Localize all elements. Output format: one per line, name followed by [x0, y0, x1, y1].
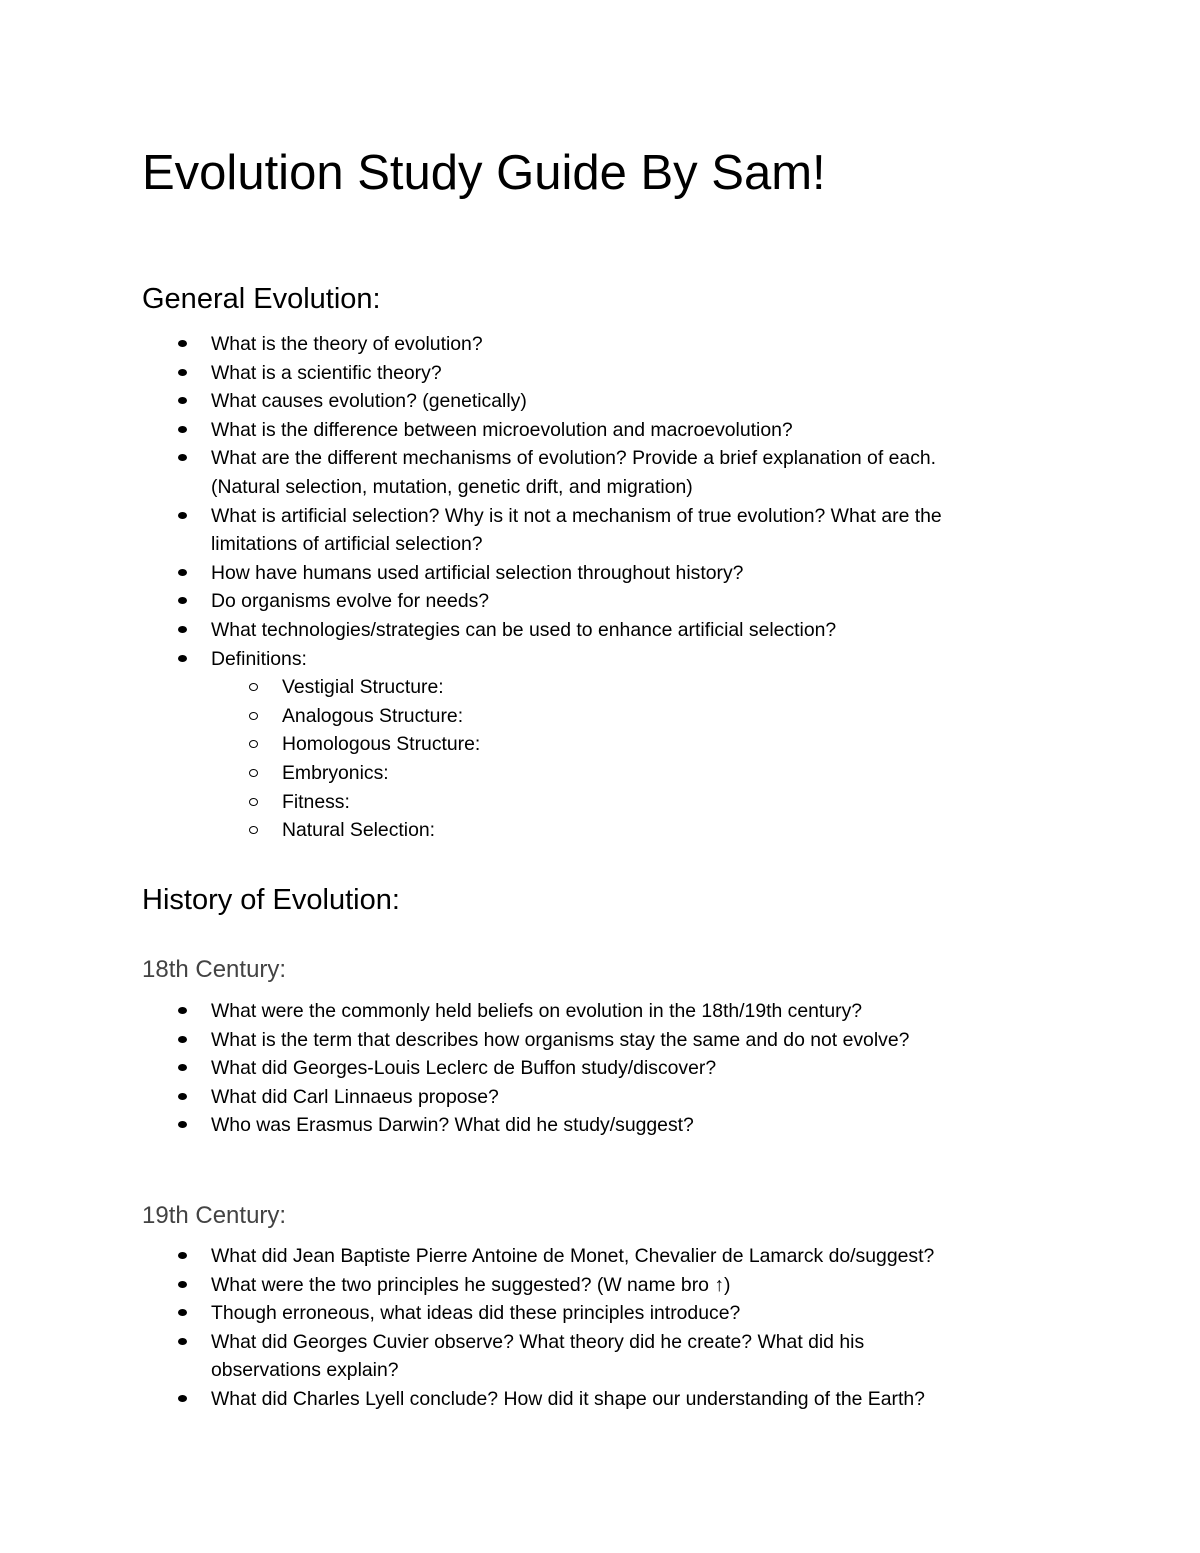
- bullet-icon: [178, 369, 187, 376]
- list-item-continuation: [0, 530, 1200, 559]
- definition-text: Analogous Structure:: [282, 704, 464, 727]
- list-item: [0, 387, 1200, 416]
- definition-text: Homologous Structure:: [282, 733, 481, 756]
- bullet-icon: [178, 512, 187, 519]
- general-evolution-list: [0, 330, 1200, 845]
- list-item-text: Definitions:: [211, 647, 307, 670]
- list-item-text: What were the commonly held beliefs on evolution in the 18th/19th century?: [211, 1000, 863, 1022]
- bullet-icon: [178, 454, 187, 461]
- bullet-icon: [178, 1093, 187, 1100]
- bullet-icon: [178, 1007, 187, 1014]
- bullet-icon: [178, 1338, 187, 1345]
- 18th-century-list: [0, 997, 1200, 1140]
- list-item: [0, 416, 1200, 445]
- circle-bullet-icon: [249, 712, 258, 720]
- list-item-text: What did Jean Baptiste Pierre Antoine de Monet, Chevalier de Lamarck do/suggest?: [211, 1245, 935, 1267]
- bullet-icon: [178, 1309, 187, 1316]
- list-item: [0, 616, 1200, 645]
- list-item: [0, 444, 1200, 473]
- list-item: [0, 359, 1200, 388]
- list-item: [0, 559, 1200, 588]
- list-item-text: What is the difference between microevolution and macroevolution?: [211, 418, 793, 441]
- bullet-icon: [178, 1252, 187, 1259]
- list-item: [0, 330, 1200, 359]
- list-item: [0, 1083, 1200, 1112]
- bullet-icon: [178, 655, 187, 662]
- list-item-text: Who was Erasmus Darwin? What did he study/suggest?: [211, 1114, 694, 1137]
- bullet-icon: [178, 1064, 187, 1071]
- list-item-text: What is the term that describes how organisms stay the same and do not evolve?: [211, 1028, 910, 1051]
- list-item-text: What are the different mechanisms of evolution? Provide a brief explanation of each.: [211, 447, 937, 470]
- list-item-text: Do organisms evolve for needs?: [211, 590, 490, 613]
- circle-bullet-icon: [249, 798, 258, 806]
- list-item: [0, 587, 1200, 616]
- list-item-text: What did Carl Linnaeus propose?: [211, 1085, 499, 1108]
- 19th-century-list: [0, 1242, 1200, 1414]
- bullet-icon: [178, 426, 187, 433]
- list-item: [0, 1242, 1200, 1271]
- list-item: [0, 502, 1200, 531]
- definition-text: Natural Selection:: [282, 819, 436, 842]
- list-item: [0, 645, 1200, 674]
- list-item-continuation: [0, 473, 1200, 502]
- bullet-icon: [178, 340, 187, 347]
- list-item: [0, 1328, 1200, 1357]
- bullet-icon: [178, 1281, 187, 1288]
- circle-bullet-icon: [249, 740, 258, 748]
- definition-item: [0, 816, 1200, 845]
- definition-item: [0, 788, 1200, 817]
- list-item: [0, 1054, 1200, 1083]
- list-item-text: What did Georges-Louis Leclerc de Buffon study/discover?: [211, 1057, 717, 1080]
- definition-item: [0, 702, 1200, 731]
- list-item: [0, 997, 1200, 1026]
- list-item-text: Though erroneous, what ideas did these principles introduce?: [211, 1302, 741, 1325]
- list-item-text: What technologies/strategies can be used to enhance artificial selection?: [211, 618, 837, 641]
- list-item: [0, 1299, 1200, 1328]
- definition-item: [0, 673, 1200, 702]
- bullet-icon: [178, 626, 187, 633]
- list-item-text: limitations of artificial selection?: [211, 533, 483, 556]
- bullet-icon: [178, 597, 187, 604]
- bullet-icon: [178, 1121, 187, 1128]
- circle-bullet-icon: [249, 683, 258, 691]
- bullet-icon: [178, 1395, 187, 1402]
- definition-text: Vestigial Structure:: [282, 676, 444, 699]
- circle-bullet-icon: [249, 826, 258, 834]
- document-title: Evolution Study Guide By Sam!: [142, 146, 826, 200]
- list-item: [0, 1271, 1200, 1300]
- definition-item: [0, 759, 1200, 788]
- list-item: [0, 1385, 1200, 1414]
- list-item-text: What were the two principles he suggested? (W name bro ↑): [211, 1273, 731, 1296]
- list-item-text: What is artificial selection? Why is it not a mechanism of true evolution? What are the: [211, 504, 942, 527]
- definition-text: Embryonics:: [282, 761, 389, 784]
- bullet-icon: [178, 569, 187, 576]
- list-item-text: What is a scientific theory?: [211, 361, 442, 384]
- list-item-text: What did Charles Lyell conclude? How did it shape our understanding of the Earth?: [211, 1387, 925, 1410]
- definition-text: Fitness:: [282, 790, 350, 813]
- bullet-icon: [178, 1036, 187, 1043]
- definition-item: [0, 730, 1200, 759]
- circle-bullet-icon: [249, 769, 258, 777]
- heading-19th-century: 19th Century:: [142, 1202, 287, 1229]
- list-item-text: observations explain?: [211, 1359, 399, 1382]
- heading-18th-century: 18th Century:: [142, 956, 287, 983]
- list-item-text: How have humans used artificial selection throughout history?: [211, 561, 744, 584]
- heading-general-evolution: General Evolution:: [142, 283, 381, 315]
- list-item: [0, 1111, 1200, 1140]
- list-item-text: What causes evolution? (genetically): [211, 390, 527, 413]
- list-item-text: What did Georges Cuvier observe? What theory did he create? What did his: [211, 1330, 865, 1353]
- heading-history-of-evolution: History of Evolution:: [142, 884, 400, 916]
- list-item-text: What is the theory of evolution?: [211, 333, 483, 355]
- bullet-icon: [178, 397, 187, 404]
- list-item: [0, 1026, 1200, 1055]
- list-item-continuation: [0, 1356, 1200, 1385]
- list-item-text: (Natural selection, mutation, genetic drift, and migration): [211, 475, 693, 498]
